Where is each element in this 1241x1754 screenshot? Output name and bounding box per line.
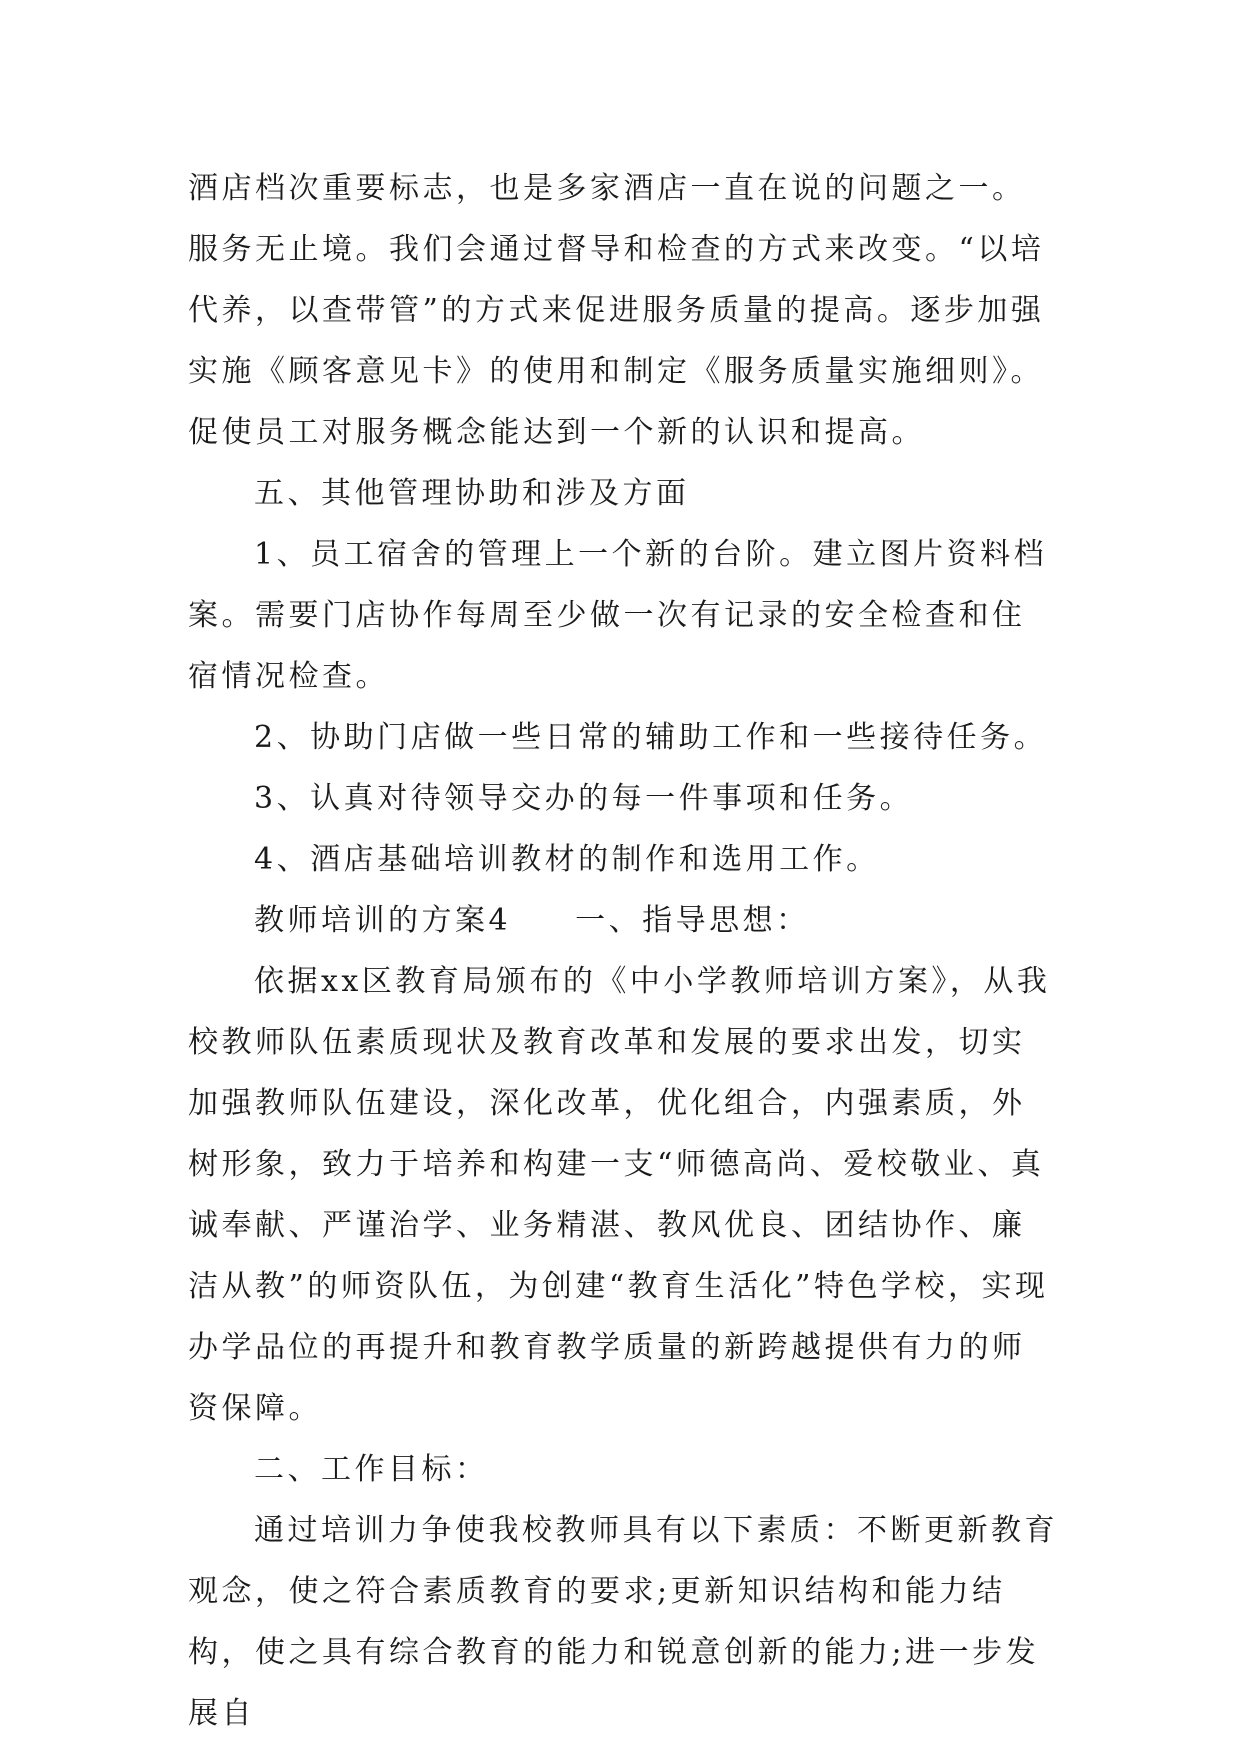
section-title: 教师培训的方案4 xyxy=(254,903,512,938)
paragraph-training-goals: 通过培训力争使我校教师具有以下素质：不断更新教育观念，使之符合素质教育的要求;更新知识结构和能力结构，使之具有综合教育的能力和锐意创新的能力;进一步发展自 xyxy=(188,1513,1058,1731)
list-item-dormitory: 1、员工宿舍的管理上一个新的台阶。建立图片资料档案。需要门店协作每周至少做一次有记录的安全检查和住宿情况检查。 xyxy=(188,537,1048,694)
list-item-assist-stores: 2、协助门店做一些日常的辅助工作和一些接待任务。 xyxy=(254,720,1048,755)
document-body xyxy=(188,158,1058,1744)
section-heading-other-management: 五、其他管理协助和涉及方面 xyxy=(254,476,690,511)
list-item-leader-tasks: 3、认真对待领导交办的每一件事项和任务。 xyxy=(254,781,914,816)
paragraph-guiding-ideology: 依据xx区教育局颁布的《中小学教师培训方案》，从我校教师队伍素质现状及教育改革和发展的要求出发，切实加强教师队伍建设，深化改革，优化组合，内强素质，外树形象，致力于培养和构建一支“师德高尚、爱校敬业、真诚奉献、严谨治学、业务精湛、教风优良、团结协作、廉洁从教”的师资队伍，为创建“教育生活化”特色学校，实现办学品位的再提升和教育教学质量的新跨越提供有力的师资保障。 xyxy=(188,964,1051,1426)
section-heading-teacher-training xyxy=(188,890,1058,951)
paragraph-service-quality: 酒店档次重要标志，也是多家酒店一直在说的问题之一。服务无止境。我们会通过督导和检查的方式来改变。“以培代养，以查带管”的方式来促进服务质量的提高。逐步加强实施《顾客意见卡》的使用和制定《服务质量实施细则》。促使员工对服务概念能达到一个新的认识和提高。 xyxy=(188,171,1045,450)
section-heading-work-goals: 二、工作目标： xyxy=(254,1452,489,1487)
section-subtitle: 一、指导思想： xyxy=(575,903,810,938)
list-item-training-materials: 4、酒店基础培训教材的制作和选用工作。 xyxy=(254,842,880,877)
